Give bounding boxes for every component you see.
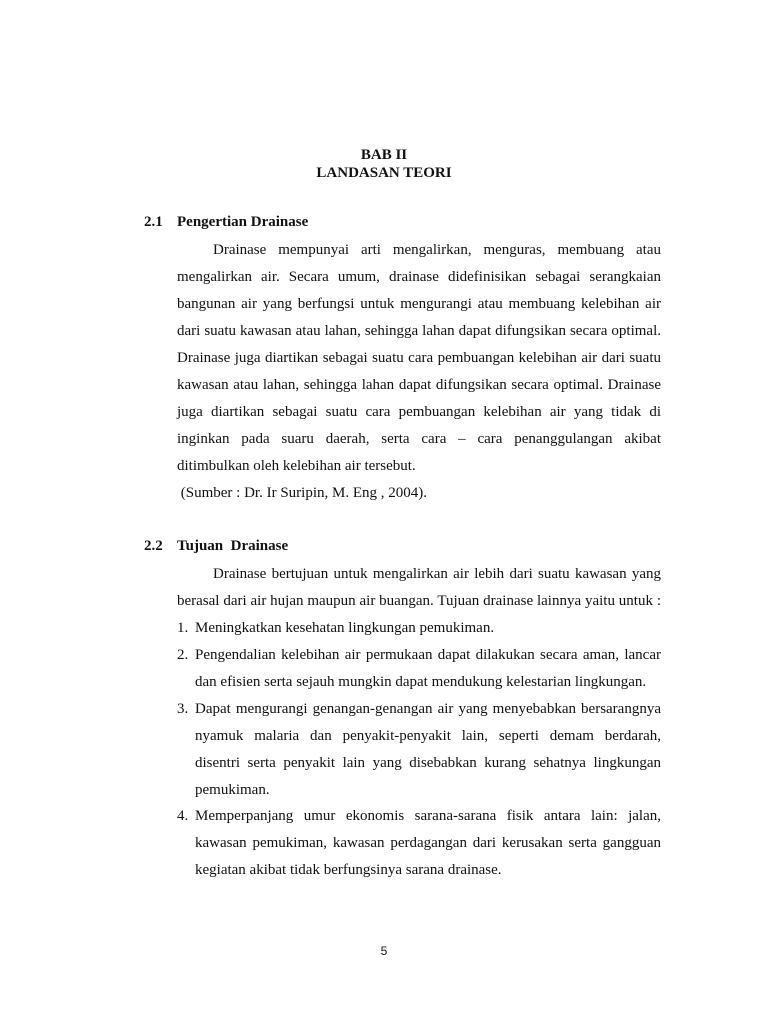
section-2-line: berasal dari air hujan maupun air buangan. Tujuan drainase lainnya yaitu untuk : xyxy=(177,593,661,609)
section-1-line: bangunan air yang berfungsi untuk mengurangi atau membuang kelebihan air xyxy=(177,296,661,312)
list-item-line: dan efisien serta sejauh mungkin dapat mendukung kelestarian lingkungan. xyxy=(195,674,647,690)
list-item-line: Meningkatkan kesehatan lingkungan pemukiman. xyxy=(195,620,495,636)
list-item-number: 2. xyxy=(177,647,189,663)
list-item-line: Pengendalian kelebihan air permukaan dapat dilakukan secara aman, lancar xyxy=(195,647,661,663)
list-item-line: Memperpanjang umur ekonomis sarana-sarana fisik antara lain: jalan, xyxy=(195,808,661,824)
list-item-line: pemukiman. xyxy=(195,782,270,798)
section-1-number: 2.1 xyxy=(144,214,163,230)
section-1-line: Drainase juga diartikan sebagai suatu cara pembuangan kelebihan air dari suatu xyxy=(177,350,661,366)
list-item-number: 1. xyxy=(177,620,189,636)
section-1-line: inginkan pada suaru daerah, serta cara – cara penanggulangan akibat xyxy=(177,431,661,447)
section-2-line: Drainase bertujuan untuk mengalirkan air lebih dari suatu kawasan yang xyxy=(213,566,661,582)
section-1-line: dari suatu kawasan atau lahan, sehingga lahan dapat difungsikan secara optimal. xyxy=(177,323,661,339)
list-item-number: 4. xyxy=(177,808,189,824)
chapter-label: BAB II xyxy=(360,147,408,163)
list-item-line: Dapat mengurangi genangan-genangan air yang menyebabkan bersarangnya xyxy=(195,701,661,717)
section-1-line: kawasan atau lahan, sehingga lahan dapat difungsikan secara optimal. Drainase xyxy=(177,377,661,393)
section-1-line: ditimbulkan oleh kelebihan air tersebut. xyxy=(177,458,416,474)
chapter-title: LANDASAN TEORI xyxy=(316,165,452,181)
section-1-line: juga diartikan sebagai suatu cara pembuangan kelebihan air yang tidak di xyxy=(177,404,661,420)
list-item-number: 3. xyxy=(177,701,189,717)
section-1-source: (Sumber : Dr. Ir Suripin, M. Eng , 2004). xyxy=(177,485,427,501)
section-1-line: mengalirkan air. Secara umum, drainase didefinisikan sebagai serangkaian xyxy=(177,269,661,285)
list-item-line: disentri serta penyakit lain yang disebabkan kurang sehatnya lingkungan xyxy=(195,755,661,771)
section-1-title: Pengertian Drainase xyxy=(177,214,309,230)
section-2-title: Tujuan Drainase xyxy=(177,538,289,554)
page-number: 5 xyxy=(380,944,388,958)
list-item-line: kawasan pemukiman, kawasan perdagangan dari kerusakan serta gangguan xyxy=(195,835,661,851)
section-1-line: Drainase mempunyai arti mengalirkan, menguras, membuang atau xyxy=(213,242,661,258)
section-2-number: 2.2 xyxy=(144,538,163,554)
list-item-line: kegiatan akibat tidak berfungsinya sarana drainase. xyxy=(195,862,502,878)
list-item-line: nyamuk malaria dan penyakit-penyakit lain, seperti demam berdarah, xyxy=(195,728,661,744)
